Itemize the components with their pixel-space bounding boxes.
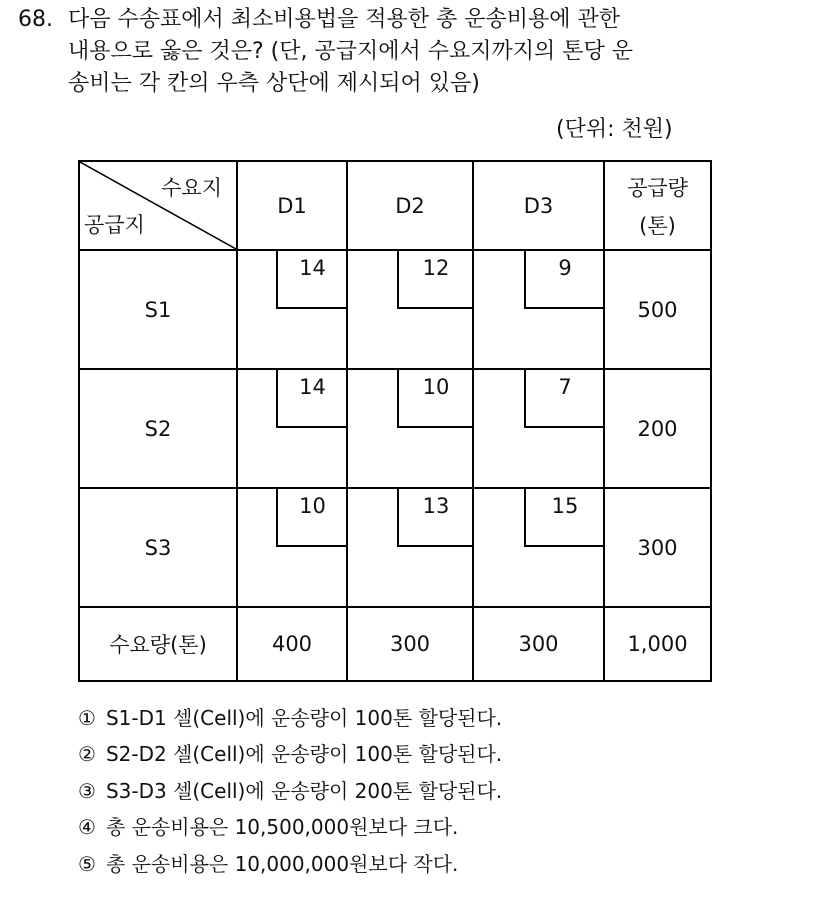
supply-value: 300 xyxy=(604,488,711,607)
answer-options xyxy=(78,700,502,882)
question-number: 68. xyxy=(18,7,53,32)
question-text xyxy=(68,4,808,100)
cost-cell: 9 xyxy=(473,250,604,369)
question-line: 다음 수송표에서 최소비용법을 적용한 총 운송비용에 관한 xyxy=(68,7,621,32)
option-5[interactable]: ⑤ 총 운송비용은 10,000,000원보다 작다. xyxy=(78,851,459,876)
cost-cell: 10 xyxy=(347,369,473,488)
supply-header: 공급량 (톤) xyxy=(604,161,711,250)
transport-table xyxy=(78,160,712,682)
demand-value: 300 xyxy=(347,607,473,681)
cost-cell: 12 xyxy=(347,250,473,369)
corner-demand-label: 수요지 xyxy=(161,176,222,200)
demand-row xyxy=(79,607,711,681)
option-1[interactable]: ① S1-D1 셀(Cell)에 운송량이 100톤 할당된다. xyxy=(78,706,503,730)
unit-label: (단위: 천원) xyxy=(556,117,673,142)
corner-supply-label: 공급지 xyxy=(84,213,145,237)
table-row xyxy=(79,488,711,607)
supply-value: 200 xyxy=(604,369,711,488)
cost-cell: 15 xyxy=(473,488,604,607)
option-4[interactable]: ④ 총 운송비용은 10,500,000원보다 크다. xyxy=(78,815,459,840)
total-value: 1,000 xyxy=(604,607,711,681)
table-row xyxy=(79,369,711,488)
cost-cell: 14 xyxy=(237,369,347,488)
row-label: S2 xyxy=(79,369,237,488)
option-3[interactable]: ③ S3-D3 셀(Cell)에 운송량이 200톤 할당된다. xyxy=(78,778,503,803)
row-label: S1 xyxy=(79,250,237,369)
cost-cell: 10 xyxy=(237,488,347,607)
question-line: 내용으로 옳은 것은? (단, 공급지에서 수요지까지의 톤당 운 xyxy=(68,39,634,64)
question-line: 송비는 각 칸의 우측 상단에 제시되어 있음) xyxy=(68,71,480,96)
demand-value: 400 xyxy=(237,607,347,681)
cost-cell: 14 xyxy=(237,250,347,369)
option-2[interactable]: ② S2-D2 셀(Cell)에 운송량이 100톤 할당된다. xyxy=(78,742,503,767)
row-label: S3 xyxy=(79,488,237,607)
col-header: D3 xyxy=(473,161,604,250)
demand-value: 300 xyxy=(473,607,604,681)
col-header: D2 xyxy=(347,161,473,250)
cost-cell: 13 xyxy=(347,488,473,607)
supply-value: 500 xyxy=(604,250,711,369)
cost-cell: 7 xyxy=(473,369,604,488)
table-row xyxy=(79,250,711,369)
corner-cell xyxy=(79,161,237,250)
demand-label: 수요량(톤) xyxy=(79,607,237,681)
col-header: D1 xyxy=(237,161,347,250)
